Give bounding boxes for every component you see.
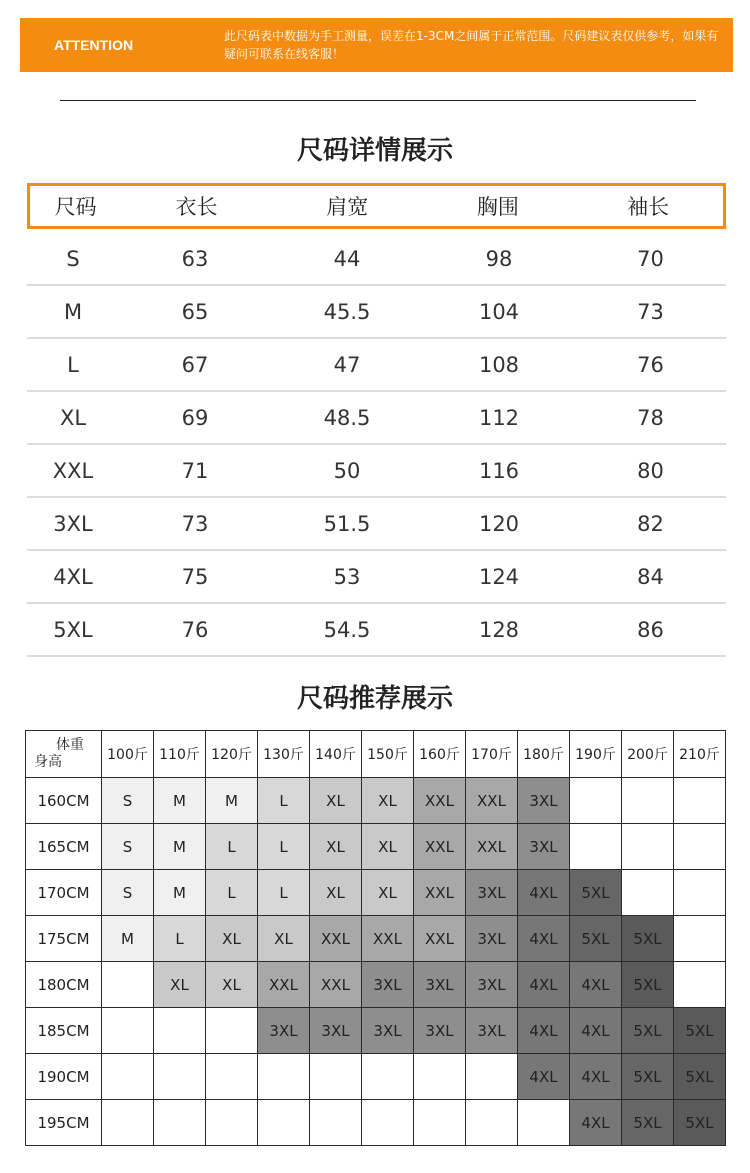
recommend-cell: XL [362, 870, 414, 916]
size-cell: 82 [637, 511, 664, 536]
size-cell: 73 [637, 299, 664, 324]
recommend-cell [102, 962, 154, 1008]
recommend-cell: 4XL [518, 916, 570, 962]
recommend-cell: S [102, 870, 154, 916]
recommend-cell: XL [206, 916, 258, 962]
size-cell: 45.5 [323, 299, 371, 324]
size-table-body [27, 233, 726, 657]
weight-header: 170斤 [466, 731, 518, 778]
size-cell: 120 [478, 511, 520, 536]
size-row [27, 233, 726, 286]
divider-line [60, 100, 696, 101]
recommend-cell: L [206, 824, 258, 870]
recommend-cell: 5XL [570, 916, 622, 962]
size-cell: 70 [637, 246, 664, 271]
size-cell: 44 [333, 246, 361, 271]
size-cell: 76 [181, 617, 209, 642]
size-row [27, 445, 726, 498]
recommend-cell [674, 916, 726, 962]
recommend-cell: XXL [310, 962, 362, 1008]
height-row [26, 1008, 726, 1054]
size-cell: 76 [637, 352, 664, 377]
recommend-cell: XL [206, 962, 258, 1008]
recommend-cell [466, 1100, 518, 1146]
recommend-table-title: 尺码推荐展示 [296, 684, 453, 714]
height-row [26, 962, 726, 1008]
recommend-cell: M [154, 824, 206, 870]
size-cell: 47 [333, 352, 361, 377]
size-table-title: 尺码详情展示 [296, 136, 453, 166]
recommend-cell: 5XL [622, 916, 674, 962]
recommend-cell: 4XL [518, 962, 570, 1008]
recommend-cell [362, 1100, 414, 1146]
weight-header: 100斤 [102, 731, 154, 778]
size-cell: 4XL [53, 564, 93, 589]
header-length: 衣长 [175, 195, 218, 219]
weight-header: 150斤 [362, 731, 414, 778]
corner-weight-label: 体重 [56, 737, 84, 753]
recommend-cell: 4XL [570, 1100, 622, 1146]
recommend-cell [102, 1008, 154, 1054]
recommend-cell: XL [362, 824, 414, 870]
recommend-cell [154, 1100, 206, 1146]
height-row [26, 870, 726, 916]
recommend-cell [570, 824, 622, 870]
height-header: 160CM [26, 778, 102, 824]
size-cell: 54.5 [323, 617, 371, 642]
recommend-cell [622, 870, 674, 916]
recommend-cell [362, 1054, 414, 1100]
size-cell: 53 [333, 564, 361, 589]
size-row [27, 392, 726, 445]
recommend-cell: 5XL [622, 962, 674, 1008]
recommend-cell: XL [154, 962, 206, 1008]
size-cell: 112 [478, 405, 520, 430]
header-shoulder: 肩宽 [326, 195, 369, 219]
corner-cell [26, 731, 102, 778]
recommend-cell: 3XL [518, 778, 570, 824]
recommend-cell: 3XL [466, 1008, 518, 1054]
size-cell: 104 [478, 299, 520, 324]
recommend-cell: 3XL [258, 1008, 310, 1054]
recommend-cell: L [258, 824, 310, 870]
size-cell: 86 [637, 617, 664, 642]
recommend-cell: M [154, 778, 206, 824]
recommend-cell: XXL [258, 962, 310, 1008]
size-cell: XL [59, 405, 87, 430]
height-header: 175CM [26, 916, 102, 962]
recommend-cell: 3XL [310, 1008, 362, 1054]
size-cell: 50 [333, 458, 361, 483]
recommend-cell [674, 870, 726, 916]
size-cell: 71 [181, 458, 209, 483]
weight-header: 120斤 [206, 731, 258, 778]
size-cell: S [66, 246, 80, 271]
recommend-cell: M [206, 778, 258, 824]
recommend-cell: 3XL [466, 870, 518, 916]
recommend-cell: XXL [414, 778, 466, 824]
recommend-cell: S [102, 778, 154, 824]
weight-header: 130斤 [258, 731, 310, 778]
size-cell: 48.5 [323, 405, 371, 430]
size-recommend-table [25, 730, 726, 1146]
recommend-cell [622, 778, 674, 824]
size-cell: 3XL [53, 511, 93, 536]
size-row [27, 604, 726, 657]
recommend-cell: S [102, 824, 154, 870]
attention-note: 此尺码表中数据为手工测量，误差在1-3CM之间属于正常范围。尺码建议表仅供参考，如果有疑问可联系在线客服！ [224, 29, 719, 61]
size-cell: 78 [637, 405, 664, 430]
recommend-cell: L [258, 870, 310, 916]
recommend-cell [206, 1054, 258, 1100]
recommend-cell: 5XL [674, 1008, 726, 1054]
recommend-cell: M [154, 870, 206, 916]
recommend-cell: 3XL [362, 962, 414, 1008]
size-table-header [27, 183, 726, 229]
recommend-cell: 4XL [518, 870, 570, 916]
size-cell: 128 [478, 617, 520, 642]
recommend-cell: 3XL [362, 1008, 414, 1054]
recommend-cell: 4XL [570, 962, 622, 1008]
recommend-cell [206, 1008, 258, 1054]
size-cell: 69 [181, 405, 209, 430]
recommend-cell [206, 1100, 258, 1146]
size-cell: 73 [181, 511, 209, 536]
recommend-cell: XXL [466, 778, 518, 824]
recommend-cell: L [154, 916, 206, 962]
recommend-cell [154, 1008, 206, 1054]
size-cell: 98 [485, 246, 513, 271]
recommend-cell [570, 778, 622, 824]
size-cell: M [63, 299, 83, 324]
size-cell: 63 [181, 246, 209, 271]
recommend-cell [674, 962, 726, 1008]
recommend-cell: 3XL [414, 962, 466, 1008]
size-row [27, 498, 726, 551]
recommend-cell: XXL [414, 916, 466, 962]
height-row [26, 1054, 726, 1100]
height-row [26, 1100, 726, 1146]
recommend-cell: L [258, 778, 310, 824]
height-header: 165CM [26, 824, 102, 870]
recommend-cell [102, 1054, 154, 1100]
recommend-cell: 3XL [414, 1008, 466, 1054]
size-cell: 124 [478, 564, 520, 589]
size-cell: 67 [181, 352, 209, 377]
recommend-cell: XXL [362, 916, 414, 962]
recommend-cell [154, 1054, 206, 1100]
height-header: 190CM [26, 1054, 102, 1100]
size-row [27, 551, 726, 604]
recommend-cell [310, 1054, 362, 1100]
size-row [27, 286, 726, 339]
header-size: 尺码 [54, 195, 97, 219]
recommend-cell: M [102, 916, 154, 962]
height-header: 170CM [26, 870, 102, 916]
recommend-cell: XXL [466, 824, 518, 870]
recommend-cell: 5XL [622, 1008, 674, 1054]
recommend-cell: XL [258, 916, 310, 962]
size-cell: 5XL [53, 617, 93, 642]
height-row [26, 778, 726, 824]
recommend-cell: 5XL [674, 1100, 726, 1146]
recommend-cell: 5XL [570, 870, 622, 916]
size-cell: 116 [478, 458, 520, 483]
recommend-cell: 5XL [674, 1054, 726, 1100]
size-cell: 75 [181, 564, 209, 589]
height-header: 180CM [26, 962, 102, 1008]
recommend-cell: 4XL [570, 1054, 622, 1100]
recommend-cell: 3XL [518, 824, 570, 870]
recommend-cell: XXL [414, 870, 466, 916]
recommend-cell [674, 824, 726, 870]
recommend-cell [258, 1100, 310, 1146]
height-row [26, 824, 726, 870]
size-cell: 108 [478, 352, 520, 377]
height-header: 195CM [26, 1100, 102, 1146]
size-cell: 65 [181, 299, 209, 324]
recommend-cell: 5XL [622, 1054, 674, 1100]
size-cell: XXL [52, 458, 94, 483]
size-cell: L [67, 352, 79, 377]
weight-header: 110斤 [154, 731, 206, 778]
recommend-cell: XL [362, 778, 414, 824]
recommend-cell [466, 1054, 518, 1100]
recommend-cell: 4XL [518, 1054, 570, 1100]
recommend-cell [102, 1100, 154, 1146]
header-sleeve: 袖长 [627, 195, 670, 219]
size-row [27, 339, 726, 392]
recommend-cell [674, 778, 726, 824]
weight-header: 210斤 [674, 731, 726, 778]
attention-banner [20, 18, 733, 72]
weight-header-row [26, 731, 726, 778]
header-chest: 胸围 [476, 195, 519, 219]
recommend-cell: L [206, 870, 258, 916]
size-cell: 80 [637, 458, 664, 483]
recommend-cell [258, 1054, 310, 1100]
recommend-cell: XL [310, 778, 362, 824]
recommend-cell: XXL [310, 916, 362, 962]
weight-header: 200斤 [622, 731, 674, 778]
recommend-cell [310, 1100, 362, 1146]
weight-header: 180斤 [518, 731, 570, 778]
height-row [26, 916, 726, 962]
weight-header: 140斤 [310, 731, 362, 778]
recommend-cell [518, 1100, 570, 1146]
recommend-cell [622, 824, 674, 870]
size-cell: 84 [637, 564, 664, 589]
recommend-cell: 3XL [466, 962, 518, 1008]
recommend-cell [414, 1100, 466, 1146]
recommend-cell: XL [310, 870, 362, 916]
recommend-cell: 4XL [570, 1008, 622, 1054]
recommend-cell: 3XL [466, 916, 518, 962]
recommend-cell [414, 1054, 466, 1100]
weight-header: 190斤 [570, 731, 622, 778]
attention-label: ATTENTION [54, 37, 134, 53]
height-header: 185CM [26, 1008, 102, 1054]
recommend-cell: 4XL [518, 1008, 570, 1054]
recommend-cell: XL [310, 824, 362, 870]
recommend-cell: XXL [414, 824, 466, 870]
size-cell: 51.5 [323, 511, 371, 536]
weight-header: 160斤 [414, 731, 466, 778]
recommend-cell: 5XL [622, 1100, 674, 1146]
corner-height-label: 身高 [34, 754, 62, 770]
